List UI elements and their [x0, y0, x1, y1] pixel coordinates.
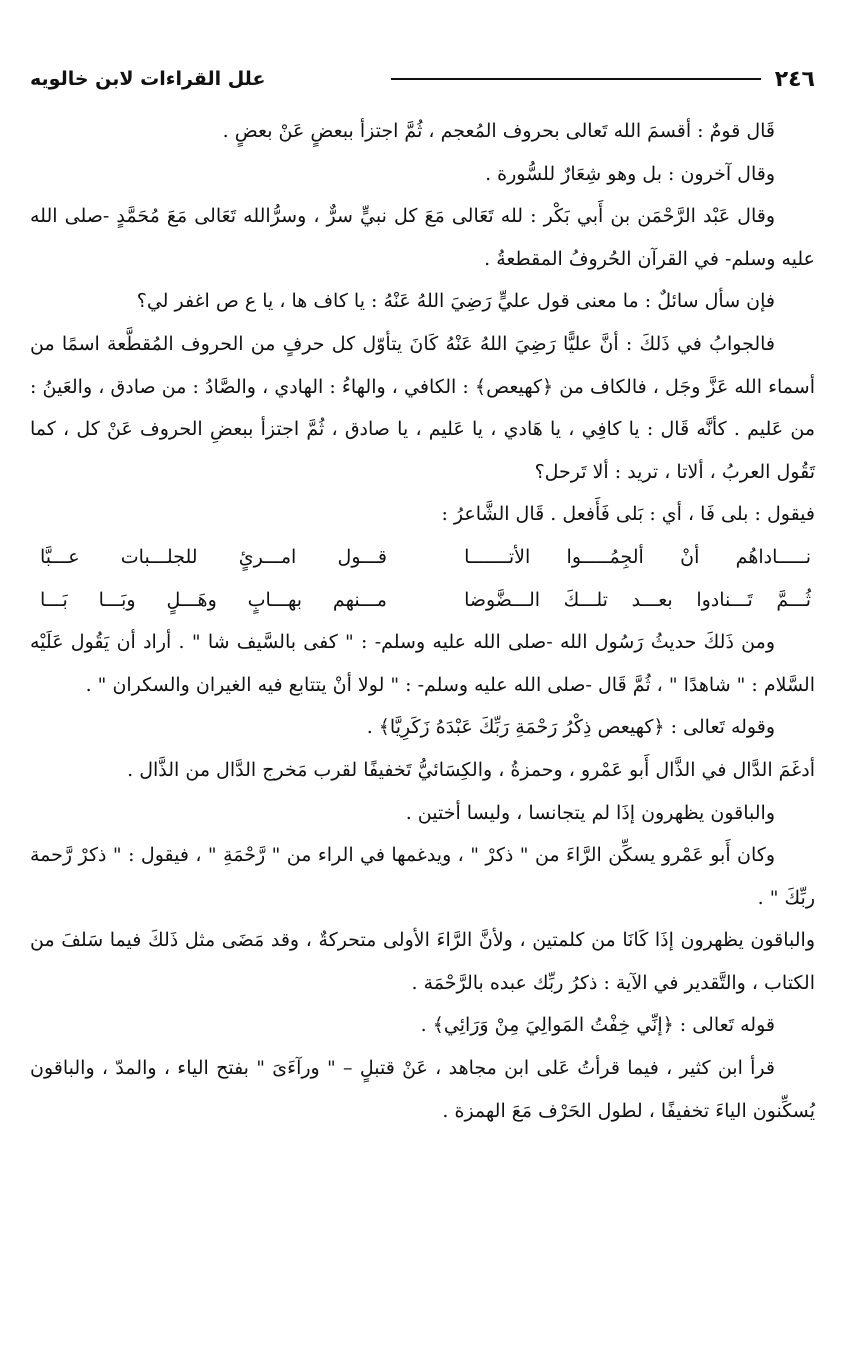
paragraph: فالجوابُ في ذَلكَ : أنَّ عليًّا رَضِيَ اللهُ عَنْهُ كَانَ يتأوّل كل حرفٍ من الحروف المُقطَّعة اسمًا من أسماء الله عَزَّ وجَل ، فالكاف من ﴿كهيعص﴾ : الكافي ، والهاءُ : الهادي ، والصَّادُ : من صادق ، والعَينُ : من عَليم . كأنَّه قَال : يا كافِي ، يا هَادي ، يا عَليم ، يا صادق ، ثُمَّ اجتزأ ببعضِ الحروف عَنْ كل ، كما تَقُول العربُ ، ألاتا ، تريد : ألا تَرحل؟: [30, 332, 815, 483]
paragraph: والباقون يظهرون إذَا كَانَا من كلمتين ، ولأنَّ الرَّاءَ الأولى متحركةٌ ، وقد مَضَى مثل ذَلكَ فيما سَلفَ من الكتاب ، والتَّقدير في الآية : ذكرُ ربِّك عبده بالرَّحْمَة .: [30, 929, 815, 994]
verse-first-hemistich: نـــــاداهُم أنْ ألجِمُـــــوا الأتـــــــا: [464, 545, 811, 568]
page-body: [30, 110, 815, 1132]
verse-second-hemistich: قـــول امـــرئٍ للجلـــبات عـــبَّا: [40, 545, 387, 568]
verse-second-hemistich: مـــنهم بهـــابٍ وهَـــلٍ وبَـــا بَـــا: [40, 588, 387, 611]
paragraph: وكان أَبو عَمْرو يسكِّن الرَّاءَ من " ذكرْ " ، ويدغمها في الراء من " رَّحْمَةِ " ، فيقول : " ذكرْ رَّحمة ربِّكَ " .: [30, 844, 815, 909]
page-header: [30, 62, 815, 96]
paragraph: فإن سأل سائلٌ : ما معنى قول عليٍّ رَضِيَ اللهُ عَنْهُ : يا كاف ها ، يا ع ص اغفر لي؟: [136, 290, 775, 313]
paragraph: وقال آخرون : بل وهو شِعَارٌ للسُّورة .: [485, 162, 775, 185]
paragraph: وقوله تَعالى : ﴿كهيعص ذِكْرُ رَحْمَةِ رَبِّكَ عَبْدَهُ زَكَرِيَّا﴾ .: [366, 716, 775, 739]
paragraph: أدغَمَ الدَّال في الذَّال أَبو عَمْرو ، وحمزةُ ، والكِسَائيُّ تَخفيفًا لقرب مَخرج الدَّال من الذَّال .: [127, 758, 815, 781]
verse-first-hemistich: ثُـــمَّ تَـــنادوا بعـــد تلـــكَ الـــضَّوضا: [464, 588, 811, 611]
poem-verse: [30, 579, 815, 622]
poem-verse: [30, 536, 815, 579]
header-rule: [391, 78, 761, 80]
paragraph: قَال قومٌ : أقسمَ الله تَعالى بحروف المُعجم ، ثُمَّ اجتزأ ببعضٍ عَنْ بعضٍ .: [222, 120, 775, 142]
paragraph: ومن ذَلكَ حديثُ رَسُول الله -صلى الله عليه وسلم- : " كفى بالسَّيف شا " . أراد أن يَقُول عَلَيْه السَّلام : " شاهدًا " ، ثُمَّ قَال -صلى الله عليه وسلم- : " لولا أنْ يتتابع فيه الغيران والسكران " .: [30, 631, 815, 696]
page-number: ٢٤٦: [774, 66, 815, 92]
paragraph: قرأ ابن كثير ، فيما قرأتُ عَلى ابن مجاهد ، عَنْ قتبلٍ – " ورآءَىَ " بفتح الياء ، والمدّ ، والباقون يُسكِّنون الياءَ تخفيفًا ، لطول الحَرْف مَعَ الهمزة .: [30, 1057, 815, 1122]
paragraph: وقال عَبْد الرَّحْمَن بن أَبي بَكْر : لله تَعَالى مَعَ كل نبيٍّ سرٌّ ، وسرُّالله تَعَالى مَعَ مُحَمَّدٍ -صلى الله عليه وسلم- في القرآن الحُروفُ المقطعةُ .: [30, 205, 815, 270]
book-title: علل القراءات لابن خالويه: [30, 68, 266, 90]
paragraph: قوله تَعالى : ﴿إنِّي خِفْتُ المَوالِيَ مِنْ وَرَائِي﴾ .: [420, 1014, 775, 1037]
paragraph: فيقول : بلى فَا ، أي : بَلى فَأَفعل . قَال الشَّاعرُ :: [441, 503, 815, 526]
paragraph: والباقون يظهرون إذَا لم يتجانسا ، وليسا أختين .: [405, 801, 775, 824]
document-page: [30, 62, 815, 1323]
